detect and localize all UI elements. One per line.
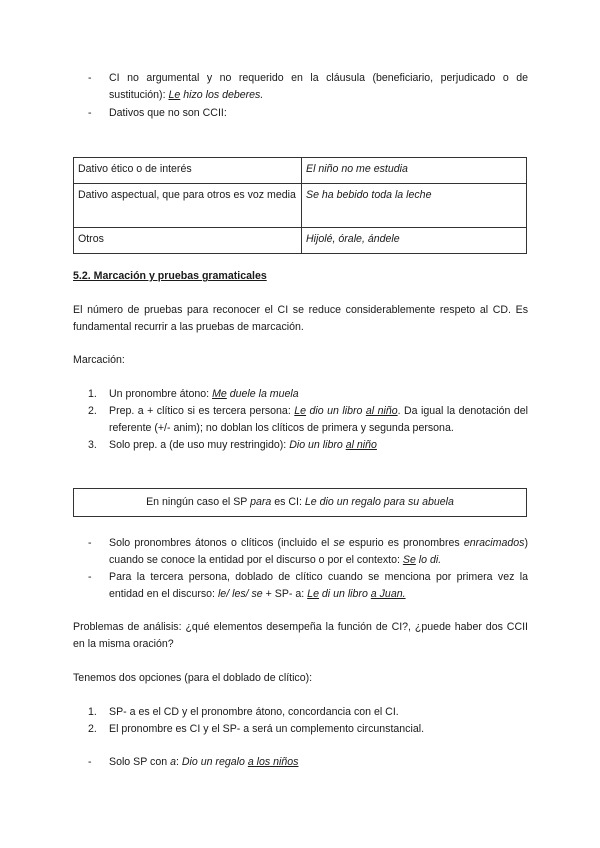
list-item: 1. SP- a es el CD y el pronombre átono, concordancia con el CI.: [88, 706, 399, 718]
table-cell: El niño no me estudia: [302, 158, 527, 184]
paragraph: Problemas de análisis: ¿qué elementos desempeña la función de CI?, ¿puede haber dos CCII en la misma oración?: [73, 621, 528, 650]
table-cell: Dativo ético o de interés: [74, 158, 302, 184]
list-item: 1. Un pronombre átono: Me duele la muela: [88, 388, 299, 400]
table-row: [74, 158, 527, 184]
dative-table: [73, 157, 527, 254]
intro-list: [88, 70, 528, 122]
table-cell: Dativo aspectual, que para otros es voz media: [74, 184, 302, 228]
table-cell: Hijolé, órale, ándele: [302, 228, 527, 254]
options-list: [88, 704, 528, 738]
section-heading: 5.2. Marcación y pruebas gramaticales: [73, 270, 267, 282]
list-item: 2. El pronombre es CI y el SP- a será un complemento circunstancial.: [88, 723, 425, 735]
table-row: [74, 184, 527, 228]
marcacion-list: [88, 386, 528, 454]
table-cell: Otros: [74, 228, 302, 254]
list-item: - Solo pronombres átonos o clíticos (incluido el se espurio es pronombres enracimados) cuando se conoce la entidad por el discurso o por el contexto: Se lo di.: [88, 537, 528, 566]
clitic-list: [88, 535, 528, 603]
list-item: - Solo SP con a: Dio un regalo a los niños: [88, 756, 299, 768]
paragraph: Tenemos dos opciones (para el doblado de clítico):: [73, 672, 313, 684]
list-item: - Dativos que no son CCII:: [88, 107, 227, 119]
list-item: - Para la tercera persona, doblado de clítico cuando se menciona por primera vez la entidad en el discurso: le/ les/ se + SP- a: Le di un libro a Juan.: [88, 571, 528, 600]
note-box: En ningún caso el SP para es CI: Le dio un regalo para su abuela: [73, 488, 527, 517]
marcacion-label: Marcación:: [73, 354, 125, 366]
list-item: - CI no argumental y no requerido en la cláusula (beneficiario, perjudicado o de sustitución): Le hizo los deberes.: [88, 72, 528, 101]
paragraph: El número de pruebas para reconocer el CI se reduce considerablemente respeto al CD. Es fundamental recurrir a las pruebas de marcación.: [73, 304, 528, 333]
final-list: [88, 754, 528, 771]
table-row: [74, 228, 527, 254]
list-item: 2. Prep. a + clítico si es tercera persona: Le dio un libro al niño. Da igual la denotación del referente (+/- anim); no doblan los clíticos de primera y segunda persona.: [88, 405, 529, 434]
list-item: 3. Solo prep. a (de uso muy restringido): Dio un libro al niño: [88, 439, 377, 451]
table-cell: Se ha bebido toda la leche: [302, 184, 527, 228]
